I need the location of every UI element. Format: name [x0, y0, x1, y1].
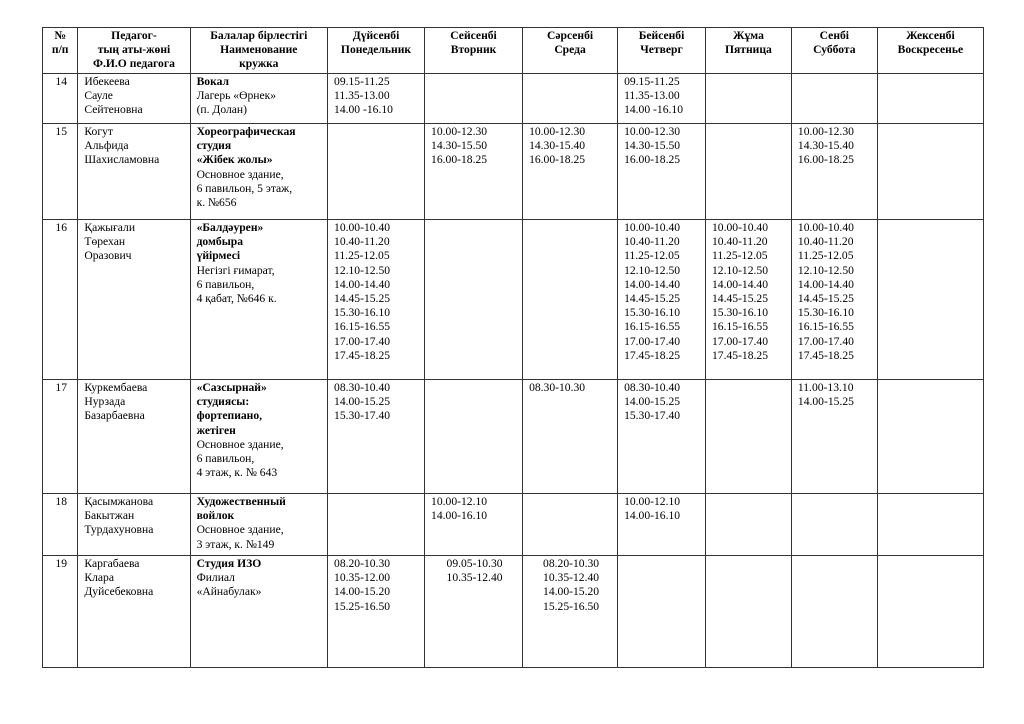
teacher-name-line: Сейтеновна	[84, 103, 143, 117]
time-slot: 17.45-18.25	[797, 348, 854, 362]
table-row	[43, 556, 984, 668]
time-slot: 15.30-16.10	[797, 306, 854, 320]
time-slot: 14.00-15.20	[543, 585, 600, 599]
time-slot: 16.00-18.25	[624, 153, 681, 167]
header-row	[43, 28, 984, 74]
table-row	[43, 74, 984, 124]
time-slot: 10.40-11.20	[711, 235, 768, 249]
schedule-body	[43, 74, 984, 668]
time-slot: 08.30-10.40	[624, 381, 681, 394]
schedule-cell-tuesday	[425, 556, 523, 668]
club-location-line: 4 қабат, №646 к.	[196, 292, 277, 306]
row-number: 15	[43, 124, 78, 220]
club-title-line: «Сазсырнай»	[196, 381, 267, 394]
teacher-name	[78, 556, 190, 668]
time-slot: 17.45-18.25	[711, 348, 769, 362]
header-friday: Жұма Пятница	[705, 28, 791, 74]
time-slot: 10.00-10.40	[711, 221, 769, 234]
time-slot: 14.45-15.25	[334, 292, 391, 306]
club-title-line: «Балдәурен»	[196, 221, 264, 234]
time-slot: 09.05-10.30	[446, 557, 503, 570]
schedule-cell-sunday	[877, 494, 983, 556]
time-slot: 17.45-18.25	[334, 348, 391, 362]
table-row	[43, 124, 984, 220]
time-slot: 10.35-12.00	[334, 571, 391, 585]
time-slot: 14.45-15.25	[624, 292, 681, 306]
time-slot: 15.30-16.10	[711, 306, 769, 320]
club-title-line: домбыра	[196, 235, 243, 249]
time-slot: 15.30-17.40	[624, 409, 681, 423]
teacher-name-line: Қасымжанова	[84, 495, 154, 508]
teacher-name-line: Бакытжан	[84, 509, 135, 523]
schedule-cell-saturday	[791, 494, 877, 556]
schedule-cell-monday	[328, 494, 425, 556]
time-slot: 16.15-16.55	[334, 320, 391, 334]
club-location-line: (п. Долан)	[196, 103, 247, 117]
club-location-line: 6 павильон, 5 этаж,	[196, 181, 293, 195]
time-slot: 17.45-18.25	[624, 348, 681, 362]
header-monday: Дүйсенбі Понедельник	[328, 28, 425, 74]
club-title-line: войлок	[196, 509, 235, 523]
time-slot: 17.00-17.40	[711, 334, 769, 348]
time-slot: 16.00-18.25	[431, 153, 488, 167]
club-name	[190, 380, 327, 494]
time-slot: 14.00-16.10	[624, 509, 681, 523]
teacher-name-line: Базарбаевна	[84, 409, 145, 423]
club-name	[190, 124, 327, 220]
time-slot: 14.00-15.25	[624, 395, 681, 409]
time-slot: 12.10-12.50	[797, 263, 854, 277]
schedule-cell-saturday	[791, 124, 877, 220]
teacher-name-line: Альфида	[84, 139, 129, 153]
time-slot: 16.15-16.55	[797, 320, 854, 334]
time-slot: 08.30-10.30	[529, 381, 586, 394]
schedule-cell-tuesday	[425, 380, 523, 494]
time-slot: 14.30-15.40	[797, 139, 854, 153]
schedule-cell-saturday	[791, 556, 877, 668]
teacher-name-line: Қажығали	[84, 221, 136, 234]
club-location-line: 4 этаж, к. № 643	[196, 466, 278, 480]
club-location-line: к. №656	[196, 196, 237, 210]
header-num: № п/п	[43, 28, 78, 74]
time-slot: 16.15-16.55	[624, 320, 681, 334]
time-slot: 15.30-16.10	[334, 306, 391, 320]
row-number: 19	[43, 556, 78, 668]
time-slot: 14.00-14.40	[797, 277, 854, 291]
club-title-line: Художественный	[196, 495, 286, 508]
schedule-cell-sunday	[877, 124, 983, 220]
club-title-line: Хореографическая	[196, 125, 296, 138]
time-slot: 11.25-12.05	[334, 249, 390, 263]
time-slot: 08.20-10.30	[543, 557, 600, 570]
club-name	[190, 556, 327, 668]
club-title-line: студия	[196, 139, 232, 153]
time-slot: 12.10-12.50	[624, 263, 681, 277]
club-title-line: жетіген	[196, 423, 236, 437]
club-location-line: Лагерь «Өрнек»	[196, 89, 277, 103]
header-sunday: Жексенбі Воскресенье	[877, 28, 983, 74]
time-slot: 11.35-13.00	[334, 89, 390, 103]
time-slot: 08.20-10.30	[334, 557, 391, 570]
teacher-name-line: Шахисламовна	[84, 153, 160, 167]
club-location-line: Основное здание,	[196, 523, 284, 537]
table-row	[43, 494, 984, 556]
schedule-cell-tuesday	[425, 220, 523, 380]
schedule-cell-sunday	[877, 74, 983, 124]
time-slot: 14.30-15.50	[431, 139, 488, 153]
time-slot: 11.25-12.05	[711, 249, 768, 263]
time-slot: 09.15-11.25	[624, 75, 680, 88]
schedule-cell-friday	[705, 556, 791, 668]
time-slot: 14.45-15.25	[797, 292, 854, 306]
time-slot: 14.00-14.40	[711, 277, 769, 291]
time-slot: 14.30-15.50	[624, 139, 681, 153]
schedule-cell-friday	[705, 220, 791, 380]
time-slot: 10.35-12.40	[543, 571, 600, 585]
table-row	[43, 220, 984, 380]
schedule-cell-wednesday	[523, 74, 618, 124]
club-location-line: 6 павильон,	[196, 277, 255, 291]
header-club: Балалар бірлестігі Наименование кружка	[190, 28, 327, 74]
club-title-line: Вокал	[196, 75, 230, 88]
schedule-cell-tuesday	[425, 494, 523, 556]
header-thursday: Бейсенбі Четверг	[618, 28, 706, 74]
time-slot: 12.10-12.50	[334, 263, 391, 277]
club-title-line: Студия ИЗО	[196, 557, 262, 570]
time-slot: 16.00-18.25	[797, 153, 854, 167]
schedule-cell-saturday	[791, 380, 877, 494]
time-slot: 10.00-12.10	[624, 495, 681, 508]
schedule-cell-friday	[705, 124, 791, 220]
schedule-cell-thursday	[618, 494, 706, 556]
header-saturday: Сенбі Суббота	[791, 28, 877, 74]
schedule-cell-wednesday	[523, 220, 618, 380]
header-tuesday: Сейсенбі Вторник	[425, 28, 523, 74]
schedule-cell-wednesday	[523, 556, 618, 668]
time-slot: 15.25-16.50	[543, 599, 600, 613]
time-slot: 14.30-15.40	[529, 139, 586, 153]
schedule-cell-sunday	[877, 556, 983, 668]
club-name	[190, 494, 327, 556]
time-slot: 14.00-16.10	[431, 509, 488, 523]
time-slot: 14.00-15.25	[334, 395, 391, 409]
time-slot: 10.00-12.30	[624, 125, 681, 138]
row-number: 16	[43, 220, 78, 380]
schedule-cell-friday	[705, 74, 791, 124]
schedule-cell-monday	[328, 380, 425, 494]
schedule-cell-thursday	[618, 124, 706, 220]
schedule-cell-tuesday	[425, 74, 523, 124]
schedule-cell-monday	[328, 556, 425, 668]
teacher-name	[78, 124, 190, 220]
time-slot: 09.15-11.25	[334, 75, 390, 88]
time-slot: 14.00-15.25	[797, 395, 854, 409]
teacher-name-line: Дуйсебековна	[84, 585, 154, 599]
teacher-name-line: Куркембаева	[84, 381, 148, 394]
schedule-cell-sunday	[877, 220, 983, 380]
schedule-cell-thursday	[618, 380, 706, 494]
club-title-line: үйірмесі	[196, 249, 241, 263]
time-slot: 08.30-10.40	[334, 381, 391, 394]
schedule-cell-wednesday	[523, 124, 618, 220]
schedule-cell-saturday	[791, 220, 877, 380]
club-location-line: «Айнабулак»	[196, 585, 262, 599]
time-slot: 10.00-12.30	[797, 125, 854, 138]
schedule-cell-wednesday	[523, 494, 618, 556]
teacher-name-line: Нурзада	[84, 395, 126, 409]
time-slot: 14.00 -16.10	[334, 103, 393, 117]
teacher-name-line: Клара	[84, 571, 114, 585]
club-name	[190, 220, 327, 380]
schedule-cell-wednesday	[523, 380, 618, 494]
time-slot: 16.00-18.25	[529, 153, 586, 167]
time-slot: 17.00-17.40	[624, 334, 681, 348]
teacher-name-line: Каргабаева	[84, 557, 140, 570]
header-teacher: Педагог- тың аты-жөні Ф.И.О педагога	[78, 28, 190, 74]
time-slot: 17.00-17.40	[334, 334, 391, 348]
teacher-name-line: Ибекеева	[84, 75, 130, 88]
time-slot: 14.00-14.40	[624, 277, 681, 291]
schedule-table	[42, 27, 984, 668]
time-slot: 14.45-15.25	[711, 292, 769, 306]
time-slot: 11.25-12.05	[624, 249, 680, 263]
teacher-name-line: Оразович	[84, 249, 132, 263]
time-slot: 10.00-10.40	[624, 221, 681, 234]
club-location-line: 3 этаж, к. №149	[196, 537, 275, 551]
time-slot: 10.40-11.20	[624, 235, 680, 249]
time-slot: 10.40-11.20	[334, 235, 390, 249]
schedule-cell-friday	[705, 380, 791, 494]
schedule-cell-thursday	[618, 220, 706, 380]
schedule-cell-sunday	[877, 380, 983, 494]
time-slot: 11.25-12.05	[797, 249, 854, 263]
teacher-name	[78, 74, 190, 124]
schedule-cell-monday	[328, 74, 425, 124]
time-slot: 12.10-12.50	[711, 263, 769, 277]
time-slot: 17.00-17.40	[797, 334, 854, 348]
row-number: 17	[43, 380, 78, 494]
time-slot: 14.00 -16.10	[624, 103, 683, 117]
row-number: 18	[43, 494, 78, 556]
club-location-line: Филиал	[196, 571, 235, 585]
teacher-name	[78, 494, 190, 556]
club-location-line: Основное здание,	[196, 437, 284, 451]
time-slot: 10.00-10.40	[334, 221, 391, 234]
time-slot: 11.00-13.10	[797, 381, 854, 394]
teacher-name	[78, 220, 190, 380]
schedule-cell-tuesday	[425, 124, 523, 220]
header-wednesday: Сәрсенбі Среда	[523, 28, 618, 74]
club-title-line: фортепиано,	[196, 409, 263, 423]
time-slot: 10.00-12.30	[431, 125, 488, 138]
teacher-name-line: Сауле	[84, 89, 113, 103]
time-slot: 14.00-15.20	[334, 585, 391, 599]
time-slot: 11.35-13.00	[624, 89, 680, 103]
club-name	[190, 74, 327, 124]
schedule-cell-thursday	[618, 556, 706, 668]
time-slot: 15.30-16.10	[624, 306, 681, 320]
teacher-name-line: Төрехан	[84, 235, 126, 249]
row-number: 14	[43, 74, 78, 124]
schedule-cell-monday	[328, 220, 425, 380]
schedule-cell-saturday	[791, 74, 877, 124]
club-location-line: 6 павильон,	[196, 452, 255, 466]
table-row	[43, 380, 984, 494]
schedule-cell-friday	[705, 494, 791, 556]
schedule-cell-thursday	[618, 74, 706, 124]
time-slot: 10.00-12.10	[431, 495, 488, 508]
time-slot: 10.35-12.40	[446, 571, 503, 585]
club-location-line: Основное здание,	[196, 167, 284, 181]
club-title-line: студиясы:	[196, 395, 250, 409]
club-title-line: «Жібек жолы»	[196, 153, 273, 167]
teacher-name	[78, 380, 190, 494]
time-slot: 10.00-10.40	[797, 221, 854, 234]
club-location-line: Негізгі ғимарат,	[196, 263, 275, 277]
time-slot: 14.00-14.40	[334, 277, 391, 291]
schedule-cell-monday	[328, 124, 425, 220]
time-slot: 15.25-16.50	[334, 599, 391, 613]
time-slot: 10.40-11.20	[797, 235, 854, 249]
time-slot: 16.15-16.55	[711, 320, 769, 334]
time-slot: 10.00-12.30	[529, 125, 586, 138]
teacher-name-line: Турдахуновна	[84, 523, 154, 537]
teacher-name-line: Когут	[84, 125, 113, 138]
time-slot: 15.30-17.40	[334, 409, 391, 423]
